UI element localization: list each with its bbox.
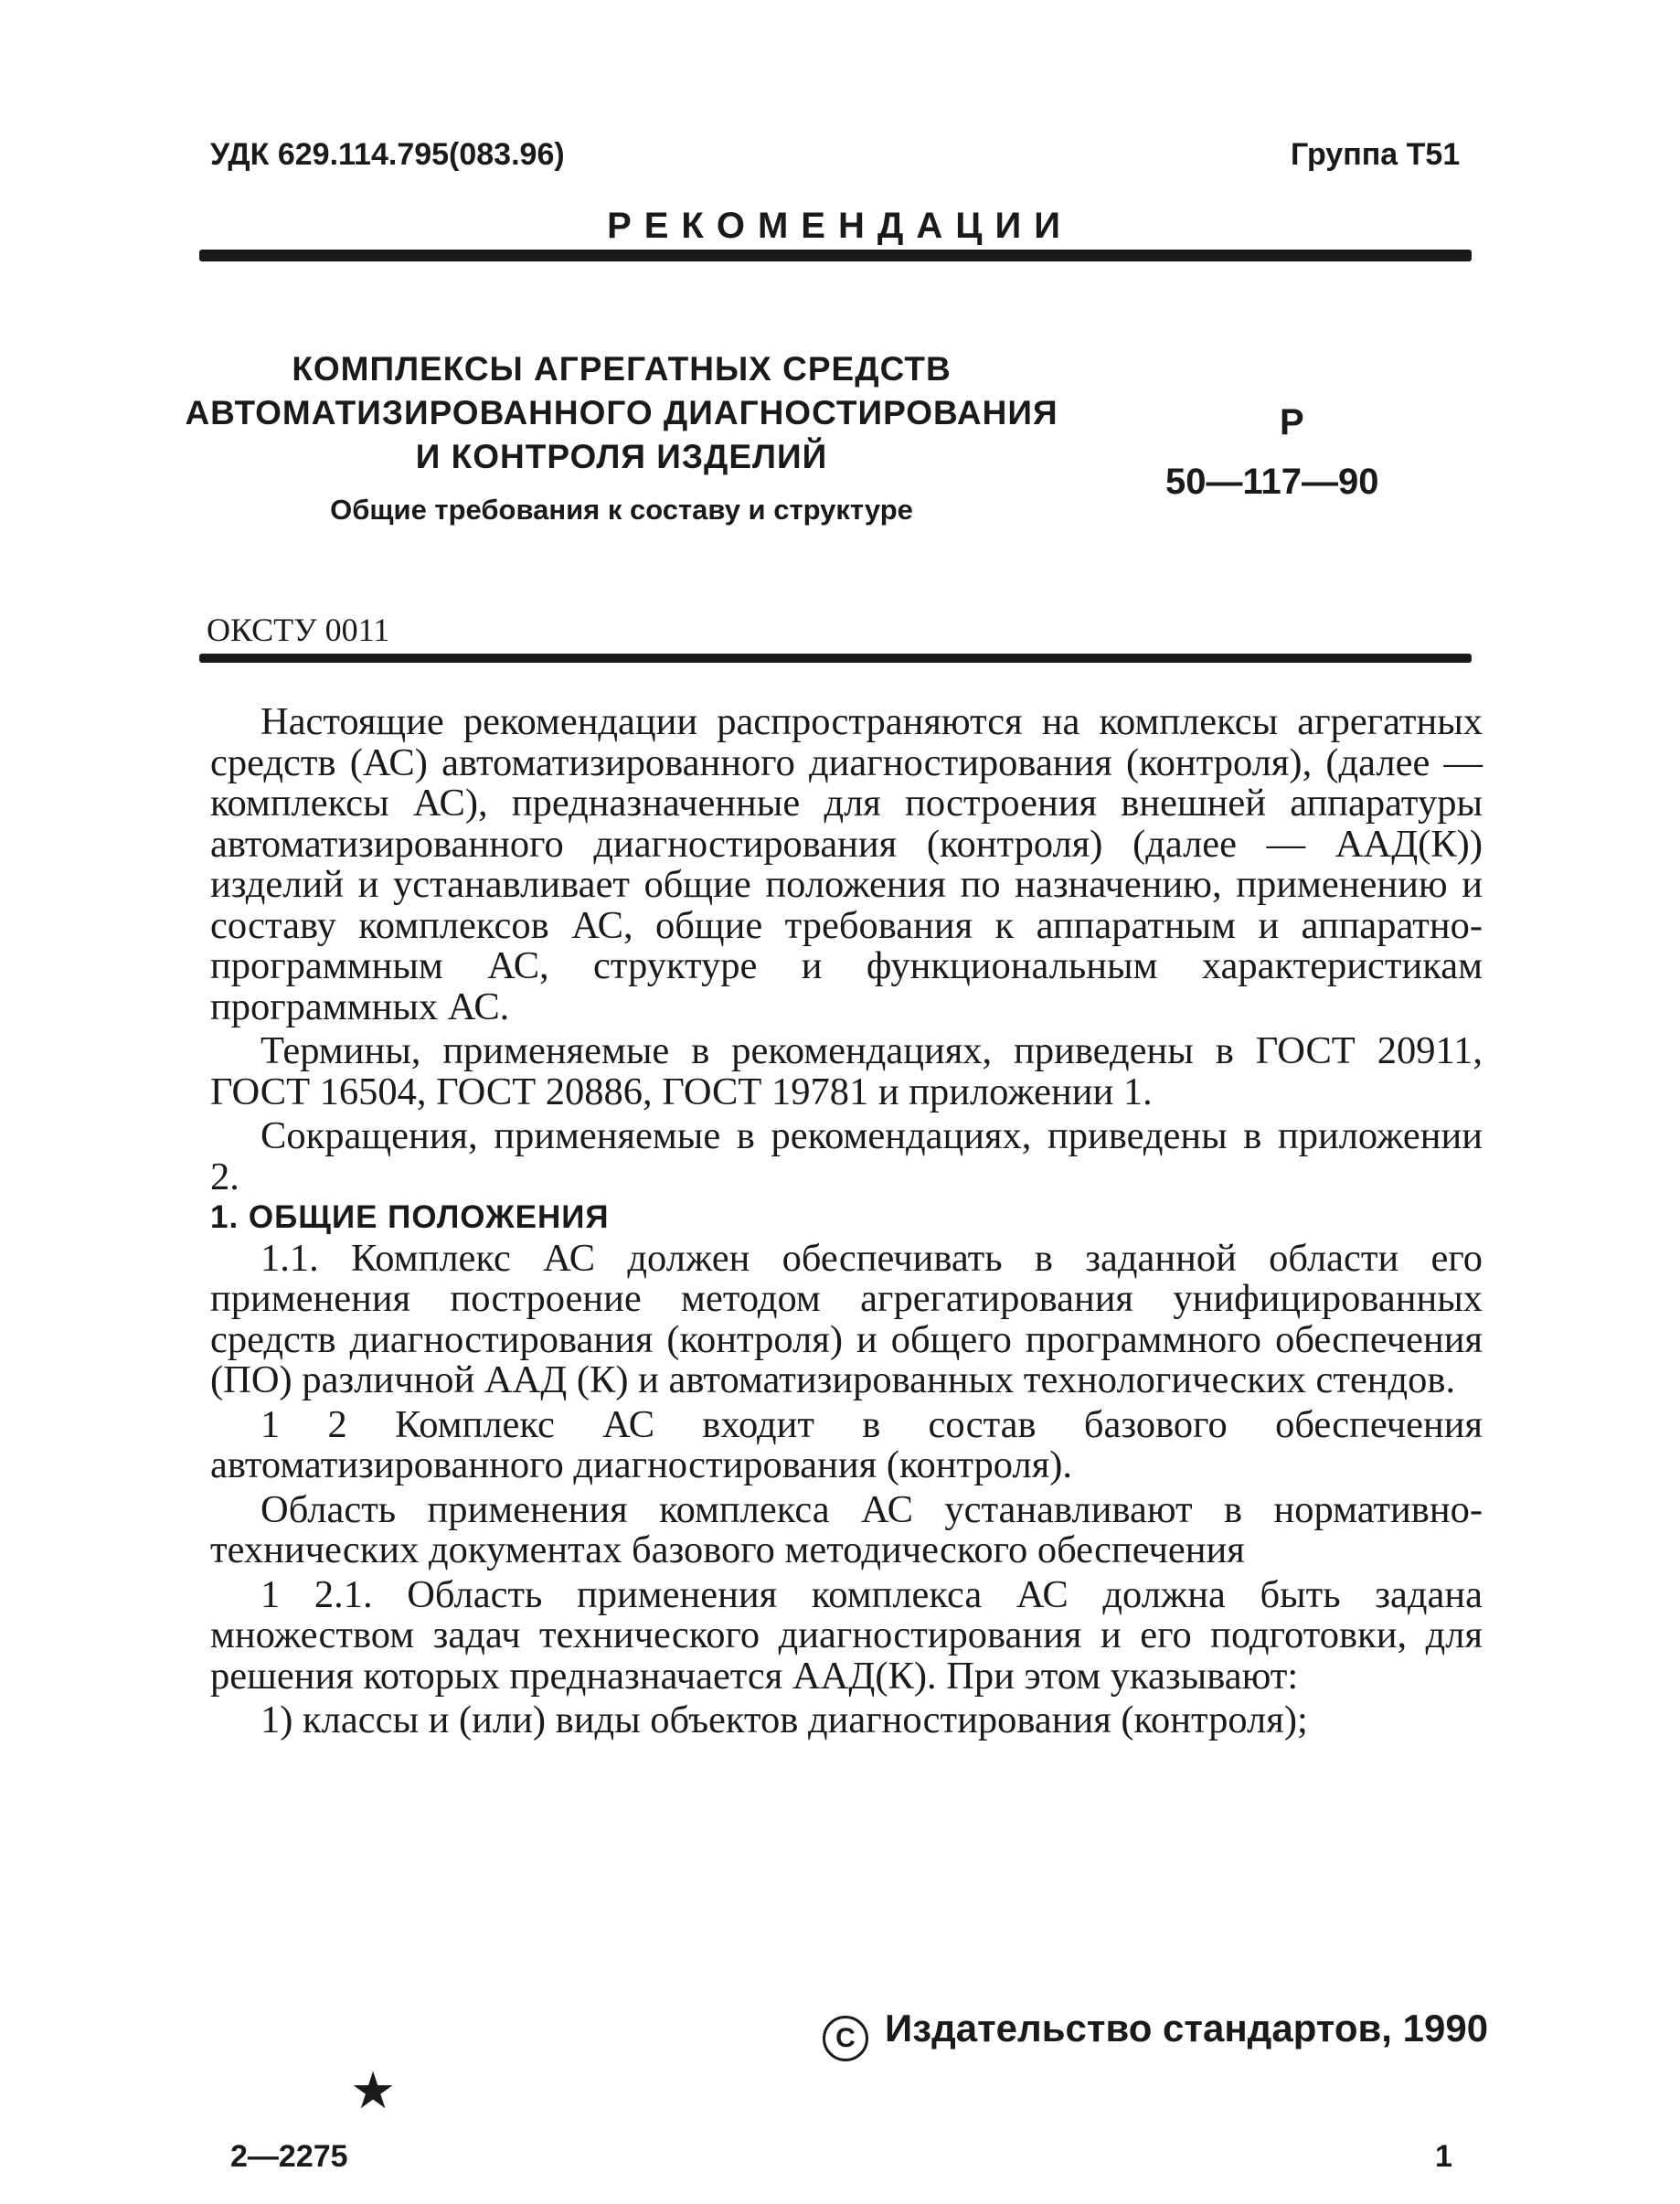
top-rule [199, 250, 1472, 261]
section-paragraph: 1) классы и (или) виды объектов диагностирования (контроля); [261, 1698, 1308, 1741]
page-number: 1 [1435, 2139, 1452, 2174]
title-block [155, 347, 1088, 527]
section-paragraph: 1 2 Комплекс АС входит в состав базового обеспечения автоматизированного диагностирования (контроля). [210, 1402, 1483, 1486]
copyright-icon: C [823, 2016, 868, 2061]
section-heading: 1. ОБЩИЕ ПОЛОЖЕНИЯ [210, 1199, 610, 1235]
udk-code: УДК 629.114.795(083.96) [210, 137, 565, 172]
star-icon: ★ [350, 2063, 397, 2120]
intro-paragraph: Настоящие рекомендации распространяются на комплексы агрегатных средств (АС) автоматизированного диагностирования (контроля), (далее — комплексы АС), предназначенные для построения внешней аппаратуры автоматизированного диагностирования (контроля) (далее — ААД(К)) изделий и устанавливает общие положения по назначению, применению и составу комплексов АС, общие требования к аппаратным и аппаратно-программным АС, структуре и функциональным характеристикам программных АС. [210, 700, 1483, 1028]
document-type: РЕКОМЕНДАЦИИ [607, 206, 1073, 246]
copyright-text: Издательство стандартов, 1990 [885, 2007, 1489, 2050]
title-line: И КОНТРОЛЯ ИЗДЕЛИЙ [415, 438, 828, 475]
designation-number: 50—117—90 [1165, 462, 1379, 502]
intro-paragraph: Термины, применяемые в рекомендациях, приведены в ГОСТ 20911, ГОСТ 16504, ГОСТ 20886, ГОСТ 19781 и приложении 1. [210, 1029, 1483, 1113]
designation-prefix: Р [1280, 402, 1304, 442]
subtitle: Общие требования к составу и структуре [330, 494, 913, 526]
copyright [823, 2007, 1488, 2061]
title-line: АВТОМАТИЗИРОВАННОГО ДИАГНОСТИРОВАНИЯ [185, 394, 1058, 431]
oksu-code: ОКСТУ 0011 [207, 612, 390, 648]
section-paragraph: 1.1. Комплекс АС должен обеспечивать в заданной области его применения построение методом агрегатирования унифицированных средств диагностирования (контроля) и общего программного обеспечения (ПО) различной ААД (К) и автоматизированных технологических стендов. [210, 1236, 1483, 1401]
body-text [210, 702, 1483, 1741]
middle-rule [199, 654, 1472, 663]
section-paragraph: 1 2.1. Область применения комплекса АС должна быть задана множеством задач технического диагностирования и его подготовки, для решения которых предназначается ААД(К). При этом указывают: [210, 1572, 1483, 1698]
section-paragraph: Область применения комплекса АС устанавливают в нормативно-технических документах базового методического обеспечения [210, 1487, 1483, 1571]
group-code: Группа Т51 [1291, 137, 1461, 172]
order-number: 2—2275 [230, 2139, 348, 2174]
title-line: КОМПЛЕКСЫ АГРЕГАТНЫХ СРЕДСТВ [292, 350, 952, 388]
intro-paragraph: Сокращения, применяемые в рекомендациях, приведены в приложении 2. [210, 1114, 1483, 1198]
